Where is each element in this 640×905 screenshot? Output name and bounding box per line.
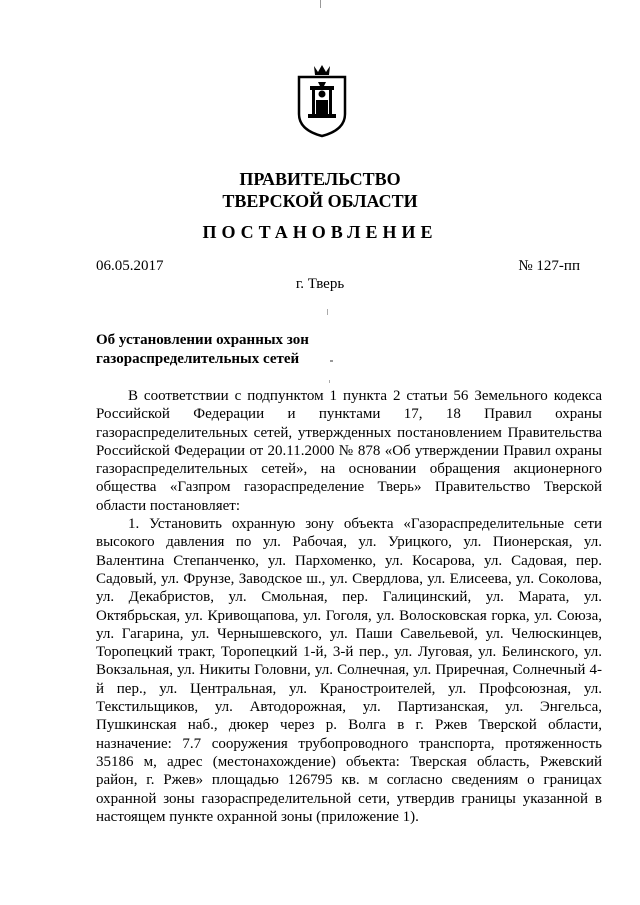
document-subject [96, 331, 416, 369]
document-date: 06.05.2017 [96, 258, 164, 274]
government-title-line1: ПРАВИТЕЛЬСТВО [239, 169, 401, 189]
government-title [0, 168, 640, 212]
body-paragraph-item1: 1. Установить охранную зону объекта «Газораспределительные сети высокого давления по ул. Рабочая, ул. Урицкого, ул. Пионерская, ул. Валентина Степанченко, ул. Пархоменко, ул. Косарова, ул. Садовая, пер. Садовый, ул. Фрунзе, Заводское ш., ул. Свердлова, ул. Елисеева, ул. Соколова, ул. Декабристов, ул. Смольная, пер. Галицинский, ул. Марата, ул. Октябрьская, ул. Кривощапова, ул. Гоголя, ул. Волосковская горка, ул. Союза, ул. Гагарина, ул. Чернышевского, ул. Паши Савельевой, ул. Челюскинцев, Торопецкий тракт, Торопецкий 1-й, 3-й пер., ул. Луговая, ул. Белинского, ул. Вокзальная, ул. Никиты Головни, ул. Солнечная, ул. Приречная, Солнечный 4-й пер., ул. Центральная, ул. Краностроителей, ул. Профсоюзная, ул. Текстильщиков, ул. Автодорожная, ул. Партизанская, ул. Энгельса, Пушкинская наб., дюкер через р. Волга в г. Ржев Тверской области, назначение: 7.7 сооружения трубопроводного транспорта, протяженность 35186 м, адрес (местонахождение) объекта: Тверская область, Ржевский район, г. Ржев» площадью 126795 кв. м согласно сведениям о границах охранной зоны газораспределительной сети, утвердив границы указанной в настоящем пункте охранной зоны (приложение 1). [96, 516, 602, 825]
subject-line2: газораспределительных сетей [96, 351, 300, 367]
document-city: г. Тверь [295, 276, 345, 292]
subject-line1: Об установлении охранных зон [96, 332, 309, 348]
coat-of-arms-icon [296, 64, 348, 138]
document-number: № 127-пп [518, 258, 580, 274]
document-body [96, 387, 602, 826]
government-title-line2: ТВЕРСКОЙ ОБЛАСТИ [222, 191, 418, 211]
document-type: ПОСТАНОВЛЕНИЕ [202, 222, 438, 242]
body-paragraph-preamble: В соответствии с подпунктом 1 пункта 2 статьи 56 Земельного кодекса Российской Федерации и пунктами 17, 18 Правил охраны газораспределительных сетей, утвержденных постановлением Правительства Российской Федерации от 20.11.2000 № 878 «Об утверждении Правил охраны газораспределительных сетей», на основании обращения акционерного общества «Газпром газораспределение Тверь» Правительство Тверской области постановляет: [96, 388, 602, 514]
